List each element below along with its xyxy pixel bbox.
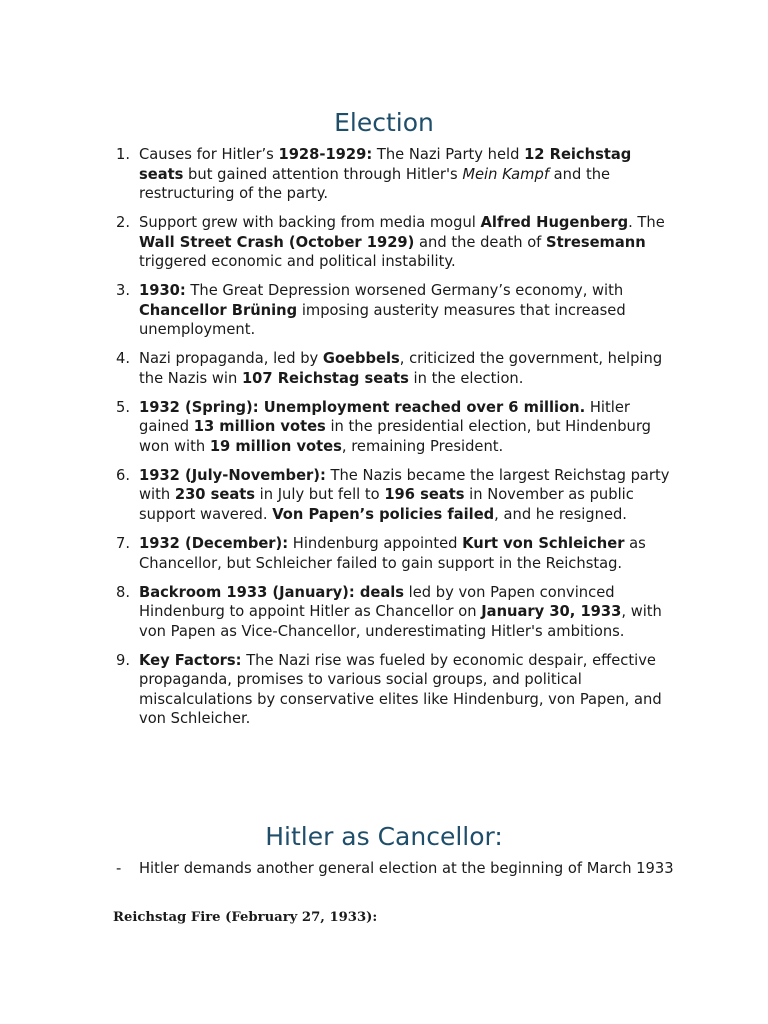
text-run: Nazi propaganda, led by (139, 350, 323, 368)
list-number: 1. (116, 146, 131, 163)
bold-text: 13 million votes (193, 418, 326, 436)
text-run: in July but fell to (255, 486, 385, 504)
cancellor-bullet-list (108, 859, 678, 879)
text-run: Hitler gained (139, 398, 630, 436)
text-run: Hindenburg appointed (288, 535, 463, 553)
section-heading-hitler-as-cancellor: Hitler as Cancellor: (265, 822, 503, 851)
list-number: 8. (116, 583, 131, 601)
bold-text: Von Papen’s policies failed (272, 505, 495, 523)
list-number: 3. (116, 282, 131, 300)
list-number: 4. (116, 350, 131, 368)
text-run: but gained attention through Hitler's (183, 165, 463, 183)
list-number: 9. (116, 651, 131, 669)
bold-text: Kurt von Schleicher (462, 535, 625, 553)
list-item (108, 281, 678, 340)
text-run: The Nazis became the largest Reichstag party with (139, 466, 670, 504)
text-run: The Great Depression worsened Germany’s economy, with (185, 282, 624, 300)
list-number: 7. (116, 535, 131, 553)
list-item (108, 398, 678, 457)
bold-text: 19 million votes (209, 437, 342, 455)
text-run: as Chancellor, but Schleicher failed to gain support in the Reichstag. (139, 535, 646, 572)
text-run: , criticized the government, helping the Nazis win (139, 350, 663, 387)
bold-text: 1932 (December): (139, 535, 289, 553)
list-item (108, 213, 678, 272)
text-run: and the death of (414, 233, 547, 251)
list-item (108, 145, 678, 204)
list-item (108, 583, 678, 642)
list-item (108, 466, 678, 525)
text-run: and the restructuring of the party. (139, 165, 611, 202)
list-number: 2. (116, 214, 131, 232)
bold-text: 1932 (Spring): Unemployment reached over 6 million. (139, 398, 586, 416)
list-item-text: Hitler demands another general election at the beginning of March 1933 (139, 860, 674, 877)
text-run: , and he resigned. (494, 505, 627, 523)
text-run: . The (628, 214, 665, 232)
list-item (108, 859, 678, 879)
text-run: led by von Papen convinced Hindenburg to appoint Hitler as Chancellor on (139, 583, 615, 621)
bold-text: 230 seats (174, 486, 255, 504)
text-run: Support grew with backing from media mogul (139, 214, 481, 232)
italic-text: Mein Kampf (462, 165, 549, 183)
bold-text: Alfred Hugenberg (480, 214, 629, 232)
bold-text: 1928-1929: (278, 146, 373, 163)
list-number: 6. (116, 466, 131, 484)
bold-text: January 30, 1933 (481, 603, 622, 621)
text-run: The Nazi Party held (372, 146, 525, 163)
section-heading-election: Election (334, 108, 434, 137)
dash-marker: - (116, 860, 122, 877)
text-run: Causes for Hitler’s (139, 146, 279, 163)
bold-text: Goebbels (322, 350, 400, 368)
text-run: in the presidential election, but Hindenburg won with (139, 418, 651, 455)
bold-text: Chancellor Brüning (139, 301, 298, 319)
election-causes-list (108, 145, 678, 738)
bold-text: Wall Street Crash (October 1929) (139, 233, 415, 251)
text-run: , remaining President. (341, 437, 504, 455)
text-run: , with von Papen as Vice-Chancellor, underestimating Hitler's ambitions. (139, 603, 662, 640)
text-run: imposing austerity measures that increased unemployment. (139, 301, 626, 339)
list-item (108, 349, 678, 388)
list-item (108, 534, 678, 573)
bold-text: 107 Reichstag seats (241, 369, 409, 387)
text-run: in the election. (408, 369, 524, 387)
bold-text: 196 seats (384, 486, 465, 504)
bold-text: 1932 (July-November): (139, 466, 326, 484)
bold-text: Backroom 1933 (January): deals (139, 583, 405, 601)
bold-text: 12 Reichstag seats (139, 146, 632, 183)
subheading-reichstag-fire: Reichstag Fire (February 27, 1933): (113, 910, 378, 925)
list-number: 5. (116, 398, 131, 416)
bold-text: 1930: (139, 282, 186, 300)
bold-text: Stresemann (546, 233, 646, 251)
text-run: The Nazi rise was fueled by economic despair, effective propaganda, promises to various social groups, and political miscalculations by conservative elites like Hindenburg, von Papen, and von Schleicher. (139, 651, 662, 728)
list-item (108, 651, 678, 729)
text-run: in November as public support wavered. (139, 486, 634, 523)
bold-text: Key Factors: (139, 651, 242, 669)
text-run: triggered economic and political instability. (139, 253, 456, 271)
